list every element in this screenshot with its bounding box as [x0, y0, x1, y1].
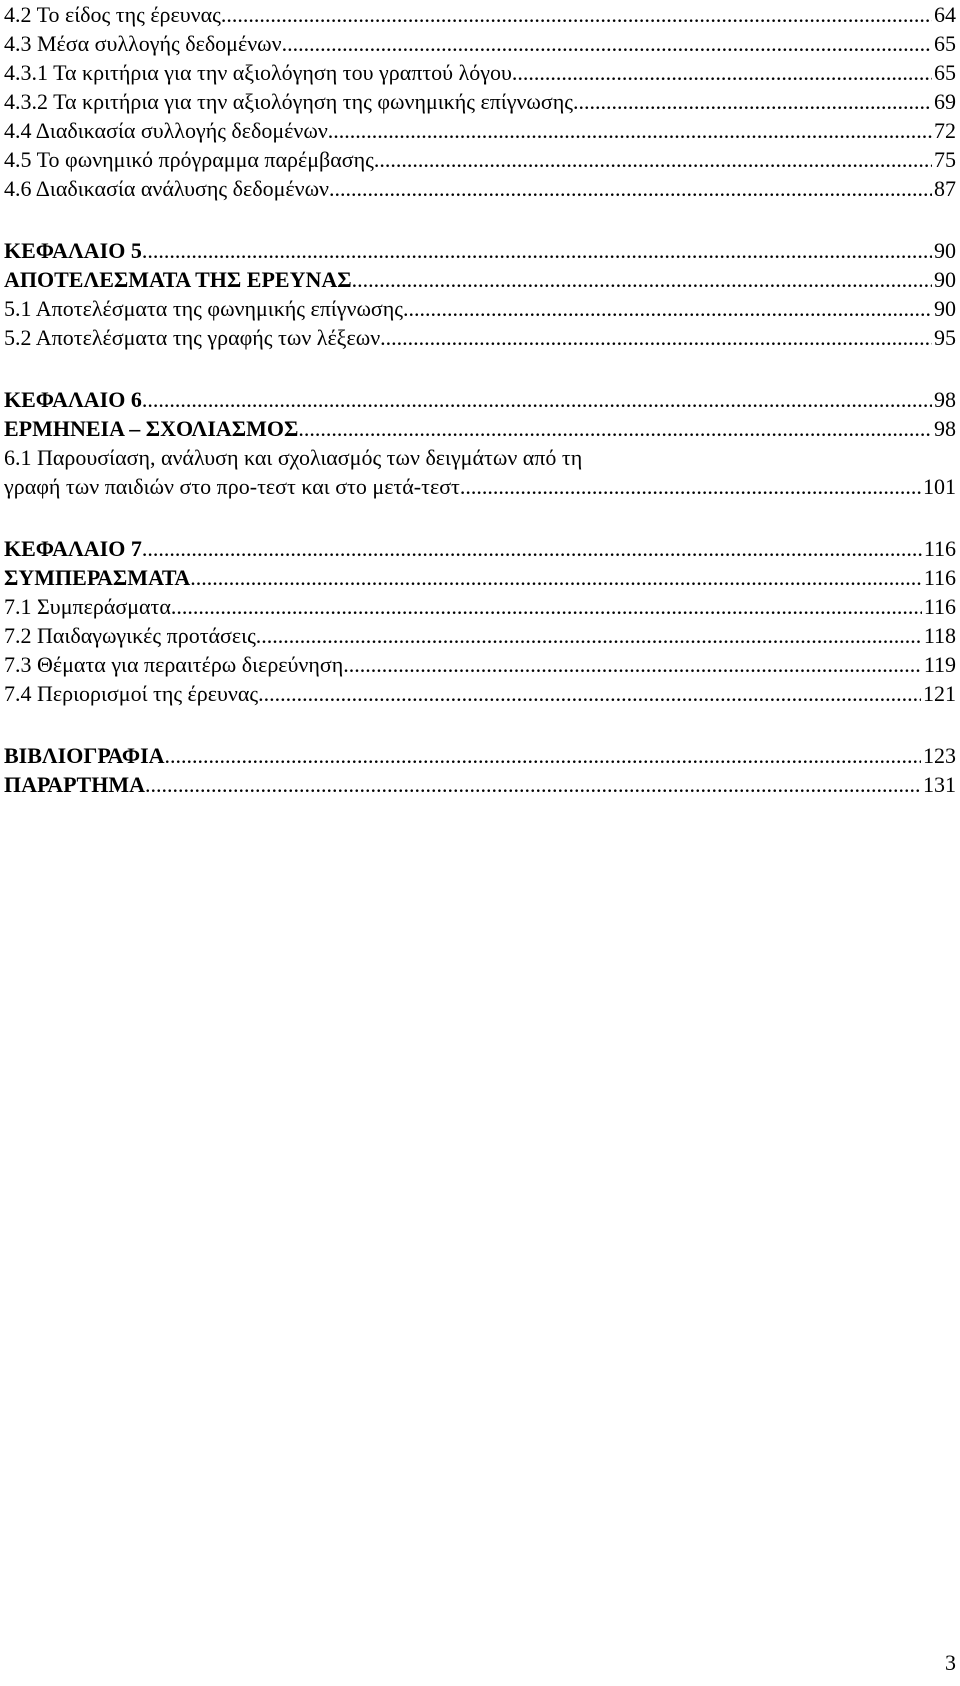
toc-entry-appendix[interactable]	[4, 770, 956, 799]
toc-entry-7-2[interactable]	[4, 621, 956, 650]
toc-entry-label: 4.6 Διαδικασία ανάλυσης δεδομένων	[4, 176, 330, 201]
toc-entry-label: 4.4 Διαδικασία συλλογής δεδομένων	[4, 118, 328, 143]
toc-entry-4-4[interactable]	[4, 116, 956, 145]
dot-leader	[343, 650, 922, 679]
dot-leader	[221, 0, 932, 29]
toc-entry-label: 5.1 Αποτελέσματα της φωνημικής επίγνωσης	[4, 296, 404, 321]
toc-entry-page: 90	[934, 267, 956, 292]
dot-leader	[282, 29, 932, 58]
toc-entry-label: 4.5 Το φωνημικό πρόγραμμα παρέμβασης	[4, 147, 374, 172]
section-spacer	[4, 708, 956, 741]
dot-leader	[171, 592, 922, 621]
toc-entry-page: 64	[934, 2, 956, 27]
toc-group-chapter-7	[4, 534, 956, 708]
toc-entry-chapter-5[interactable]	[4, 236, 956, 265]
dot-leader	[256, 621, 922, 650]
toc-entry-label: ΚΕΦΑΛΑΙΟ 5	[4, 238, 142, 263]
toc-entry-continuation	[4, 472, 956, 501]
toc-entry-page: 87	[934, 176, 956, 201]
dot-leader	[258, 679, 921, 708]
dot-leader	[190, 563, 922, 592]
toc-entry-label: 7.1 Συμπεράσματα	[4, 594, 171, 619]
toc-entry-7-1[interactable]	[4, 592, 956, 621]
dot-leader	[374, 145, 932, 174]
toc-entry-page: 95	[934, 325, 956, 350]
toc-entry-4-3-2[interactable]	[4, 87, 956, 116]
toc-entry-chapter-6[interactable]	[4, 385, 956, 414]
toc-entry-label: ΑΠΟΤΕΛΕΣΜΑΤΑ ΤΗΣ ΕΡΕΥΝΑΣ	[4, 267, 352, 292]
toc-entry-5-1[interactable]	[4, 294, 956, 323]
toc-entry-page: 118	[923, 623, 956, 648]
toc-entry-label: ΒΙΒΛΙΟΓΡΑΦΙΑ	[4, 743, 165, 768]
section-spacer	[4, 501, 956, 534]
toc-entry-4-5[interactable]	[4, 145, 956, 174]
toc-entry-6-1[interactable]	[4, 443, 956, 501]
toc-entry-label: ΠΑΡΑΡΤΗΜΑ	[4, 772, 145, 797]
toc-group-chapter-6	[4, 385, 956, 501]
dot-leader	[512, 58, 932, 87]
toc-entry-label-line-1: 6.1 Παρουσίαση, ανάλυση και σχολιασμός των δειγμάτων από τη	[4, 445, 583, 470]
toc-entry-label: 7.3 Θέματα για περαιτέρω διερεύνηση	[4, 652, 344, 677]
toc-entry-chapter-5-title[interactable]	[4, 265, 956, 294]
toc-entry-chapter-7[interactable]	[4, 534, 956, 563]
toc-group-back-matter	[4, 741, 956, 799]
toc-entry-label: 5.2 Αποτελέσματα της γραφής των λέξεων	[4, 325, 381, 350]
dot-leader	[352, 265, 932, 294]
dot-leader	[328, 116, 932, 145]
toc-entry-page: 98	[934, 416, 956, 441]
toc-entry-page: 123	[923, 743, 956, 768]
toc-entry-label-line-2: γραφή των παιδιών στο προ-τεστ και στο μετά-τεστ	[4, 474, 460, 499]
dot-leader	[573, 87, 932, 116]
toc-entry-7-4[interactable]	[4, 679, 956, 708]
toc-entry-label: 4.2 Το είδος της έρευνας	[4, 2, 221, 27]
toc-group-chapter-5	[4, 236, 956, 352]
dot-leader	[380, 323, 932, 352]
toc-entry-bibliography[interactable]	[4, 741, 956, 770]
toc-entry-chapter-6-title[interactable]	[4, 414, 956, 443]
dot-leader	[142, 534, 922, 563]
page-number: 3	[945, 1650, 956, 1675]
toc-entry-4-3[interactable]	[4, 29, 956, 58]
toc-entry-4-2[interactable]	[4, 0, 956, 29]
toc-entry-7-3[interactable]	[4, 650, 956, 679]
toc-entry-4-3-1[interactable]	[4, 58, 956, 87]
toc-entry-page: 69	[934, 89, 956, 114]
toc-entry-label: ΚΕΦΑΛΑΙΟ 7	[4, 536, 142, 561]
toc-entry-label: 7.2 Παιδαγωγικές προτάσεις	[4, 623, 256, 648]
toc-entry-page: 90	[934, 238, 956, 263]
toc-entry-5-2[interactable]	[4, 323, 956, 352]
toc-entry-page: 90	[934, 296, 956, 321]
toc-entry-label: 7.4 Περιορισμοί της έρευνας	[4, 681, 259, 706]
toc-entry-label: ΚΕΦΑΛΑΙΟ 6	[4, 387, 142, 412]
section-spacer	[4, 203, 956, 236]
toc-entry-page: 98	[934, 387, 956, 412]
toc-entry-page: 116	[923, 536, 956, 561]
dot-leader	[165, 741, 921, 770]
toc-entry-page: 119	[923, 652, 956, 677]
table-of-contents	[4, 0, 956, 799]
toc-entry-page: 65	[934, 60, 956, 85]
toc-entry-label: 4.3.1 Τα κριτήρια για την αξιολόγηση του γραπτού λόγου	[4, 60, 512, 85]
dot-leader	[403, 294, 932, 323]
toc-entry-label: ΕΡΜΗΝΕΙΑ – ΣΧΟΛΙΑΣΜΟΣ	[4, 416, 299, 441]
section-spacer	[4, 352, 956, 385]
toc-group-chapter-4	[4, 0, 956, 203]
toc-entry-page: 72	[934, 118, 956, 143]
toc-entry-label: ΣΥΜΠΕΡΑΣΜΑΤΑ	[4, 565, 191, 590]
dot-leader	[329, 174, 932, 203]
dot-leader	[145, 770, 921, 799]
toc-entry-label: 4.3.2 Τα κριτήρια για την αξιολόγηση της φωνημικής επίγνωσης	[4, 89, 573, 114]
dot-leader	[142, 385, 932, 414]
toc-entry-page: 101	[923, 474, 956, 499]
toc-entry-4-6[interactable]	[4, 174, 956, 203]
toc-entry-page: 121	[923, 681, 956, 706]
dot-leader	[460, 472, 921, 501]
toc-entry-page: 75	[934, 147, 956, 172]
toc-entry-label: 4.3 Μέσα συλλογής δεδομένων	[4, 31, 282, 56]
toc-entry-page: 65	[934, 31, 956, 56]
toc-entry-page: 116	[923, 565, 956, 590]
toc-entry-page: 131	[923, 772, 956, 797]
dot-leader	[142, 236, 932, 265]
toc-entry-page: 116	[923, 594, 956, 619]
toc-entry-chapter-7-title[interactable]	[4, 563, 956, 592]
dot-leader	[298, 414, 932, 443]
